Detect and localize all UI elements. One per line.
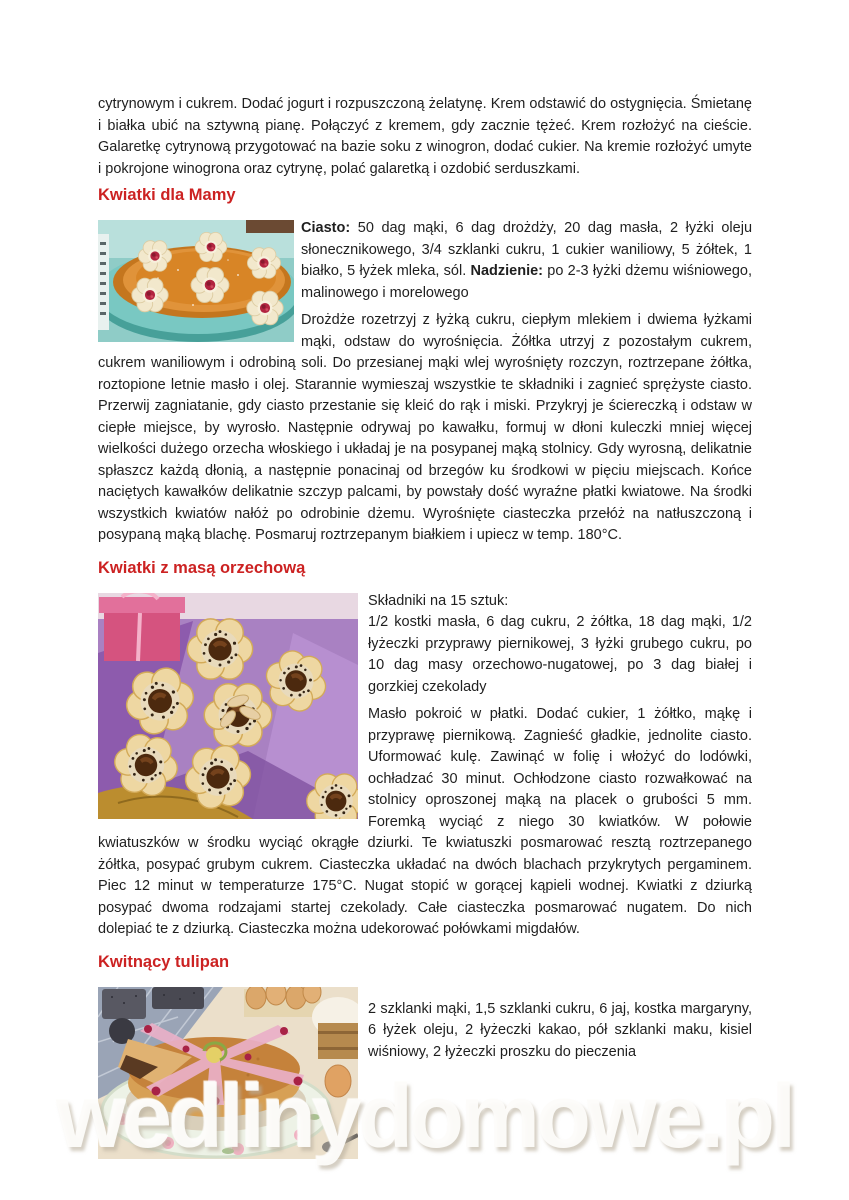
lemon-garnish	[206, 1047, 222, 1063]
striped-napkin	[98, 234, 109, 330]
filling-text: po 2-3 łyżki dżemu wiśniowego, malinowego i morelowego	[301, 263, 753, 301]
recipe-3-section	[98, 985, 752, 1161]
recipe-3-ingredients: 2 szklanki mąki, 1,5 szklanki cukru, 6 jaj, kostka margaryny, 6 łyżek oleju, 2 łyżeczki kakao, pół szklanki maku, kisiel wiśniowy, 2 łyżeczki proszku do pieczenia	[368, 1000, 752, 1060]
recipe-3-heading: Kwitnący tulipan	[98, 952, 230, 971]
watermark: wedlinydomowe.pl	[56, 1067, 793, 1167]
recipe-1-section	[98, 218, 752, 553]
egg	[325, 1065, 351, 1097]
ingredients-text: 1/2 kostki masła, 6 dag cukru, 2 żółtka, 18 dag mąki, 1/2 łyżeczki przyprawy piernikowej, 3 łyżki grubego cukru, po 10 dag masy orzechowo-nugatowej, po 3 dag białej i gorzkiej czekolady	[368, 614, 752, 695]
intro-paragraph: cytrynowym i cukrem. Dodać jogurt i rozpuszczoną żelatynę. Krem odstawić do ostygnięcia. Śmietanę i białka ubić na sztywną pianę. Połączyć z kremem, gdy zacznie tężeć. Krem rozłożyć na cieście. Galaretkę cytrynową przygotować na bazie soku z winogron, dodać cukier. Na kremie rozłożyć umyte i pokrojone winogrona oraz cytrynę, polać galaretką i ozdobić serduszkami.	[98, 96, 752, 177]
recipe-2-photo	[98, 593, 358, 819]
gift-box	[99, 593, 185, 661]
egg-carton	[244, 987, 321, 1017]
recipe-1-photo	[98, 220, 294, 342]
filling-label: Nadzienie:	[470, 263, 544, 279]
recipe-2-section	[98, 591, 752, 947]
recipe-3-photo	[98, 987, 358, 1159]
servings-line: Składniki na 15 sztuk:	[368, 592, 509, 609]
dough-text: 50 dag mąki, 6 dag drożdży, 20 dag masła, 2 łyżki oleju słonecznikowego, 3/4 szklanki cukru, 1 cukier waniliowy, 5 żółtek, 1 białko, 5 łyżek mleka, sól.	[301, 220, 753, 279]
recipe-2-heading: Kwiatki z masą orzechową	[98, 558, 306, 577]
flour-bucket	[312, 997, 358, 1059]
recipe-1-heading: Kwiatki dla Mamy	[98, 186, 236, 204]
recipe-1-instructions: Drożdże rozetrzyj z łyżką cukru, ciepłym mlekiem i dwiema łyżkami mąki, odstaw do wyrośnięcia. Żółtka utrzyj z pozostałym cukrem, cukrem waniliowym i odrobiną soli. Do przesianej mąki wlej wyrośnięty rozczyn, roztrzepane żółtka, roztopione letnie masło i olej. Starannie wymieszaj wszystkie te składniki i zagnieć sprężyste ciasto. Przerwij zagniatanie, gdy ciasto przestanie się kleić do rąk i miski. Przykryj je ściereczką i odstaw w ciepłe miejsce, by wyrosło. Następnie odrywaj po kawałku, formuj w dłoni kuleczki mniej więcej wielkości dużego orzecha włoskiego i układaj je na posypanej mąką stolnicy. Gdy wyrosną, delikatnie spłaszcz każdą dłonią, a następnie ponacinaj od brzegów ku środkowi w pięciu miejscach. Końce naciętych kawałków delikatnie szczyp palcami, by powstały dość wyraźne płatki kwiatowe. Na środki wszystkich kwiatów nałóż po odrobinie dżemu. Wyrośnięte ciasteczka przełóż na natłuszczoną i posypaną mąką blachę. Posmaruj roztrzepanym białkiem i upiecz w temp. 180°C.	[98, 312, 752, 543]
recipe-2-instructions: Masło pokroić w płatki. Dodać cukier, 1 żółtko, mąkę i przyprawę piernikową. Zagnieść gładkie, jednolite ciasto. Uformować kulę. Zawinąć w folię i włożyć do lodówki, ochładzać 30 minut. Ochłodzone ciasto rozwałkować na stolnicy oproszonej mąką na placek o grubości 5 mm. Foremką wyciąć z niego 30 kwiatków. W połowie kwiatuszków w środku wyciąć okrągłe dziurki. Te kwiatuszki posmarować resztą roztrzepanego żółtka, posypać grubym cukrem. Ciasteczka układać na dwóch blachach przykrytych pergaminem. Piec 12 minut w temperaturze 175°C. Nugat stopić w gorącej kąpieli wodnej. Kwiatki z dziurką posypać dwoma rodzajami startej czekolady. Całe ciasteczka posmarować nugatem. Do nich dolepiać te z dziurką. Ciasteczka można udekorować połówkami migdałów.	[98, 706, 752, 937]
dough-label: Ciasto:	[301, 220, 351, 236]
